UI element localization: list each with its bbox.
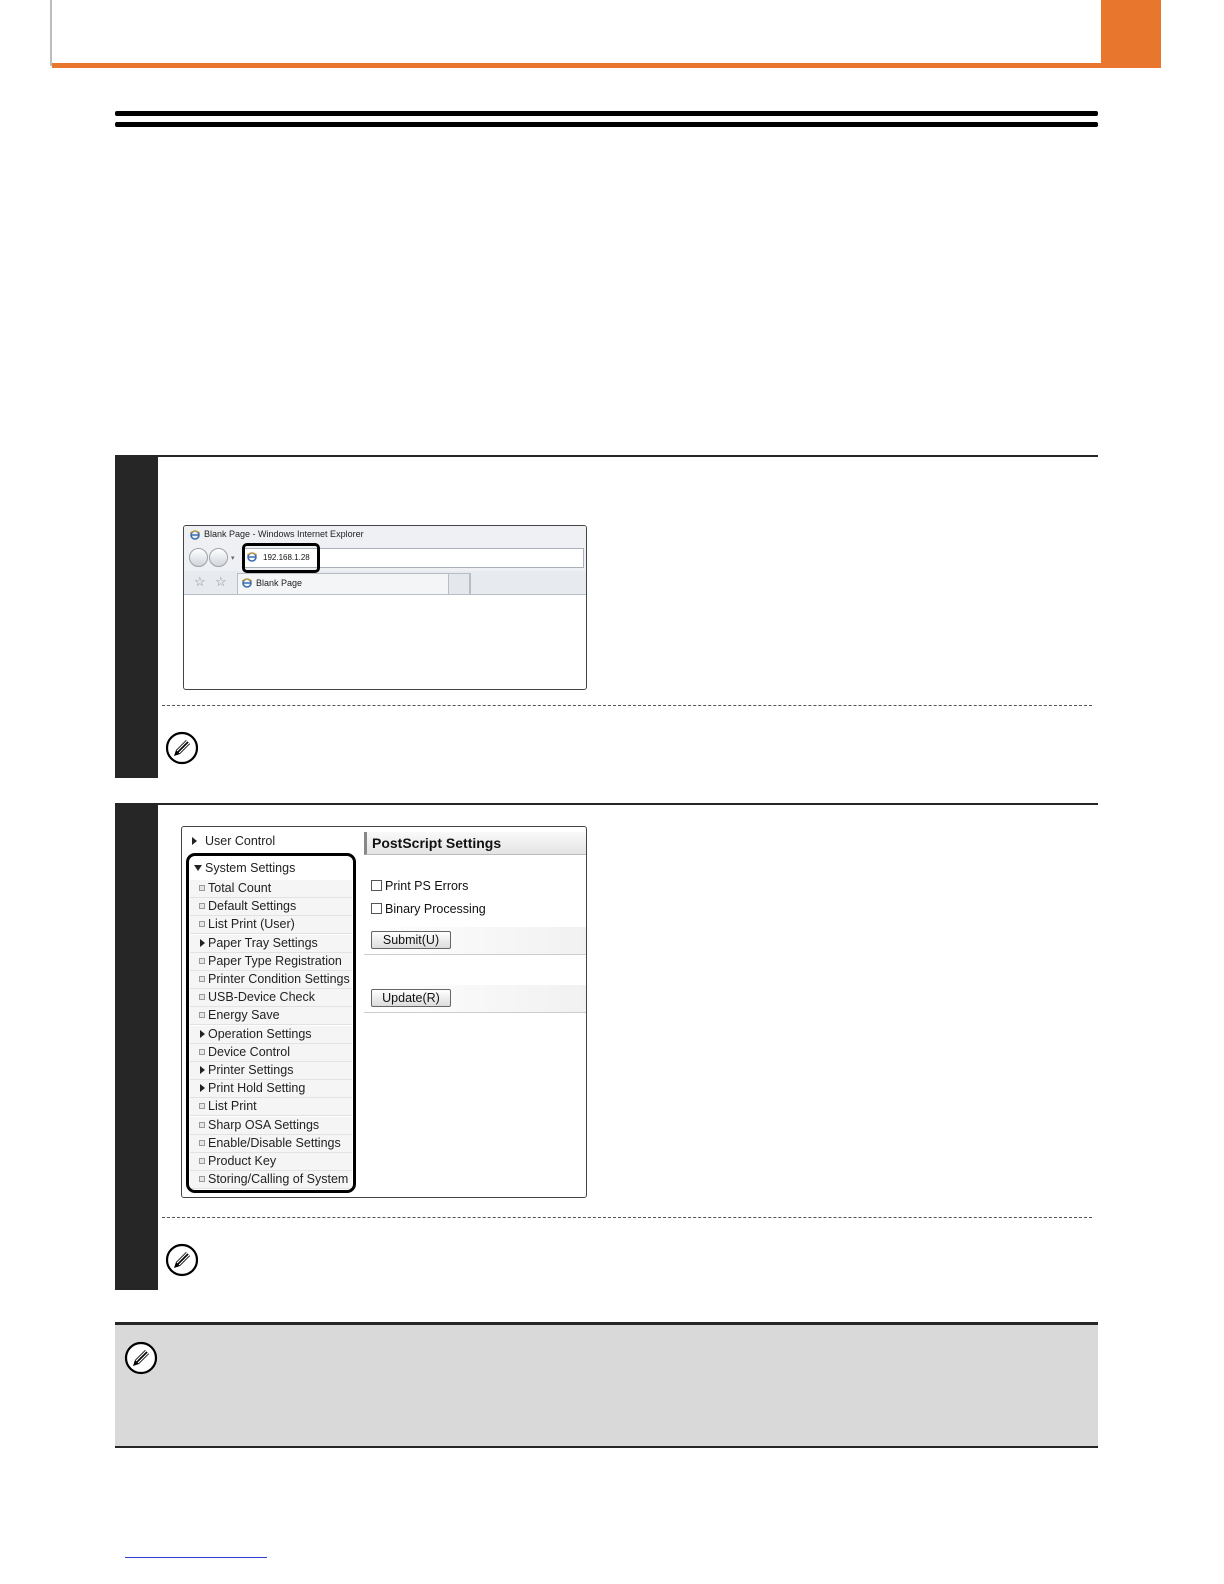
footer-link-underline[interactable] (125, 1557, 267, 1558)
menu-item-label: Total Count (208, 881, 272, 895)
browser-tab[interactable] (237, 573, 471, 594)
panel-title: PostScript Settings (372, 835, 502, 851)
menu-item-label: USB-Device Check (208, 990, 315, 1005)
menu-system-settings[interactable]: System Settings (190, 860, 352, 877)
back-button[interactable] (189, 548, 208, 567)
binary-processing-checkbox[interactable] (371, 903, 382, 914)
system-settings-highlight (186, 853, 356, 1193)
menu-item-label: List Print (User) (208, 917, 295, 932)
browser-tab-title: Blank Page (256, 578, 303, 588)
print-ps-errors-checkbox[interactable] (371, 880, 382, 891)
binary-processing-label: Binary Processing (385, 902, 486, 916)
address-text[interactable]: 192.168.1.28 (263, 553, 310, 562)
menu-item-label: Device Control (208, 1044, 290, 1059)
menu-item-label: Enable/Disable Settings (208, 1135, 341, 1150)
note-box (115, 1322, 1098, 1448)
menu-item-label: Paper Type Registration (208, 953, 342, 968)
pencil-note-icon (165, 1243, 199, 1277)
address-bar-highlight (242, 543, 320, 573)
browser-favorites-row (184, 571, 586, 595)
menu-user-control[interactable]: User Control (190, 833, 352, 850)
menu-item-label: Product Key (208, 1154, 277, 1168)
ie-logo-icon (190, 530, 200, 540)
favorites-star-icon[interactable]: ☆ (194, 574, 206, 589)
menu-item-label: Storing/Calling of System (208, 1172, 349, 1187)
panel-header (364, 832, 587, 855)
update-button[interactable]: Update(R) (371, 989, 451, 1007)
step-1-top-rule (115, 455, 1098, 457)
print-ps-errors-label: Print PS Errors (385, 879, 469, 893)
history-dropdown-icon[interactable]: ▾ (231, 555, 235, 562)
new-tab-button[interactable] (448, 573, 470, 594)
browser-window-title: Blank Page - Windows Internet Explorer (204, 529, 364, 539)
pencil-note-icon (165, 731, 199, 765)
menu-item-label: Operation Settings (208, 1026, 312, 1041)
expand-arrow-icon (192, 837, 197, 845)
header-accent-tab (1101, 0, 1161, 68)
ie-logo-icon (242, 578, 252, 588)
menu-item-label: Printer Settings (208, 1063, 294, 1077)
menu-item-label: Print Hold Setting (208, 1081, 306, 1096)
header-left-rule (50, 0, 52, 66)
step-2-bar (115, 804, 158, 1290)
menu-item-label: Default Settings (208, 899, 297, 914)
menu-item-label: Paper Tray Settings (208, 935, 318, 950)
title-rule-top (115, 111, 1098, 116)
step-2-top-rule (115, 803, 1098, 805)
pencil-note-icon (124, 1341, 158, 1375)
submit-button[interactable]: Submit(U) (371, 931, 451, 949)
step-1-bar (115, 456, 158, 778)
menu-item-label: List Print (208, 1099, 257, 1114)
step-2-divider (162, 1217, 1092, 1218)
title-rule-bottom (115, 122, 1098, 127)
menu-item-label: Printer Condition Settings (208, 972, 350, 986)
add-favorite-icon[interactable]: ☆ (215, 574, 227, 589)
menu-item-label: Sharp OSA Settings (208, 1117, 320, 1132)
forward-button[interactable] (209, 548, 228, 567)
step-1-divider (162, 705, 1092, 706)
header-accent-bar (52, 63, 1161, 68)
menu-item-label: Energy Save (208, 1008, 280, 1023)
